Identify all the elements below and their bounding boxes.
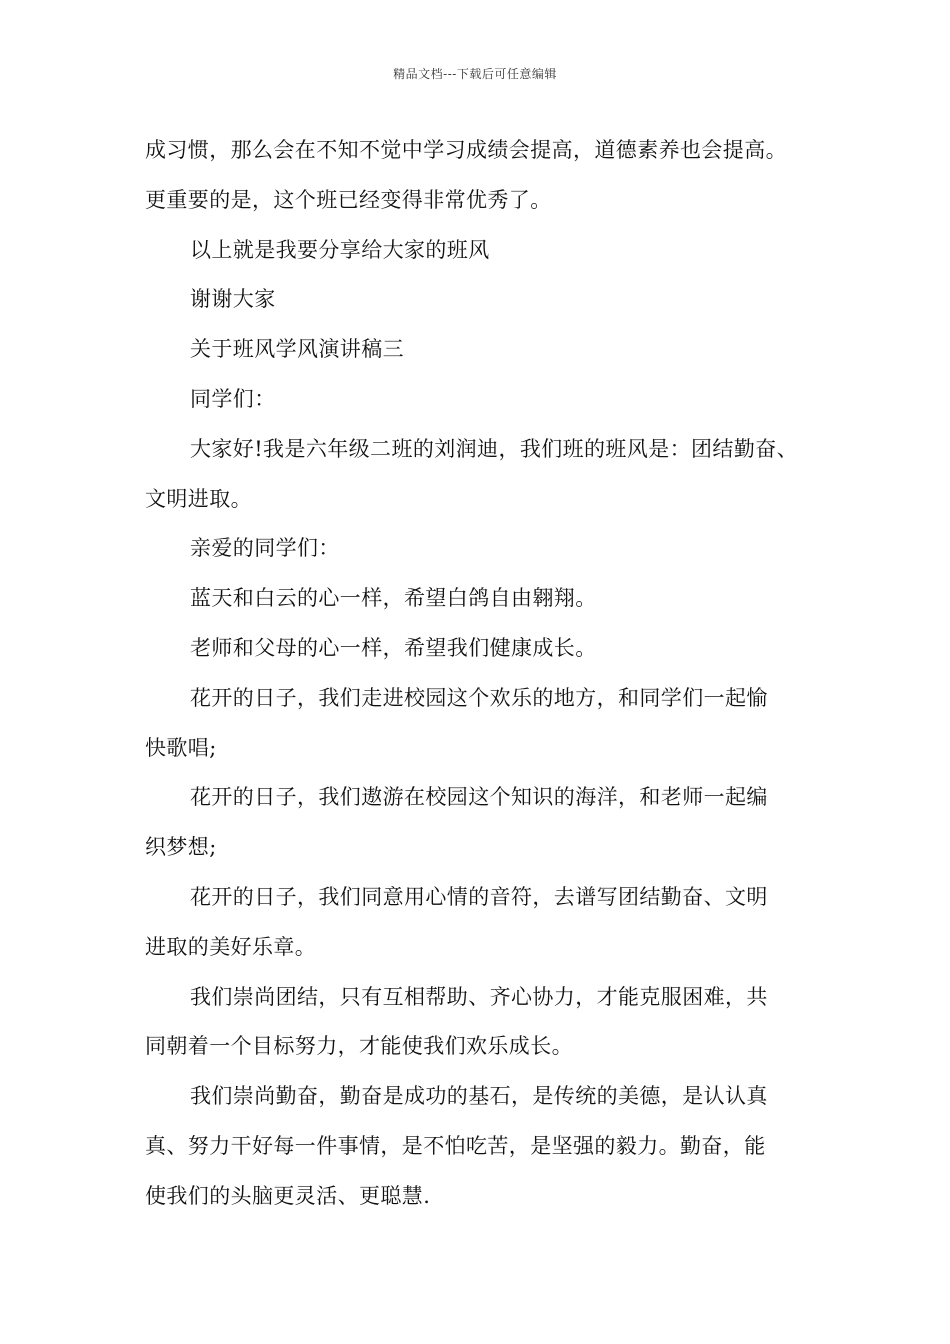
text-line: 文明进取。: [145, 486, 252, 511]
text-line: 快歌唱;: [145, 735, 217, 760]
text-line: 使我们的头脑更灵活、更聪慧.: [145, 1183, 431, 1208]
text-line: 更重要的是，这个班已经变得非常优秀了。: [145, 187, 552, 212]
text-line: 谢谢大家: [190, 287, 276, 312]
text-line: 我们崇尚团结，只有互相帮助、齐心协力，才能克服困难，共: [190, 984, 768, 1009]
text-line: 花开的日子，我们遨游在校园这个知识的海洋，和老师一起编: [190, 785, 768, 810]
text-line: 花开的日子，我们走进校园这个欢乐的地方，和同学们一起愉: [190, 685, 768, 710]
text-line: 我们崇尚勤奋，勤奋是成功的基石，是传统的美德，是认认真: [190, 1084, 768, 1109]
page-header: 精品文档---下载后可任意编辑: [393, 67, 557, 81]
text-line: 同朝着一个目标努力，才能使我们欢乐成长。: [145, 1034, 573, 1059]
text-line: 蓝天和白云的心一样，希望白鸽自由翱翔。: [190, 586, 597, 611]
text-line: 以上就是我要分享给大家的班风: [190, 237, 490, 262]
section-heading: 关于班风学风演讲稿三: [190, 337, 404, 362]
text-line: 老师和父母的心一样，希望我们健康成长。: [190, 635, 597, 660]
text-line: 进取的美好乐章。: [145, 934, 317, 959]
text-line: 真、努力干好每一件事情，是不怕吃苦，是坚强的毅力。勤奋，能: [145, 1133, 766, 1158]
text-line: 织梦想;: [145, 835, 217, 860]
text-line: 花开的日子，我们同意用心情的音符，去谱写团结勤奋、文明: [190, 884, 768, 909]
text-line: 成习惯，那么会在不知不觉中学习成绩会提高，道德素养也会提高。: [145, 138, 787, 162]
text-line: 大家好!我是六年级二班的刘润迪，我们班的班风是：团结勤奋、: [190, 436, 799, 461]
document-body: [145, 126, 815, 1222]
salutation: 同学们：: [190, 386, 276, 411]
salutation: 亲爱的同学们：: [190, 536, 340, 561]
